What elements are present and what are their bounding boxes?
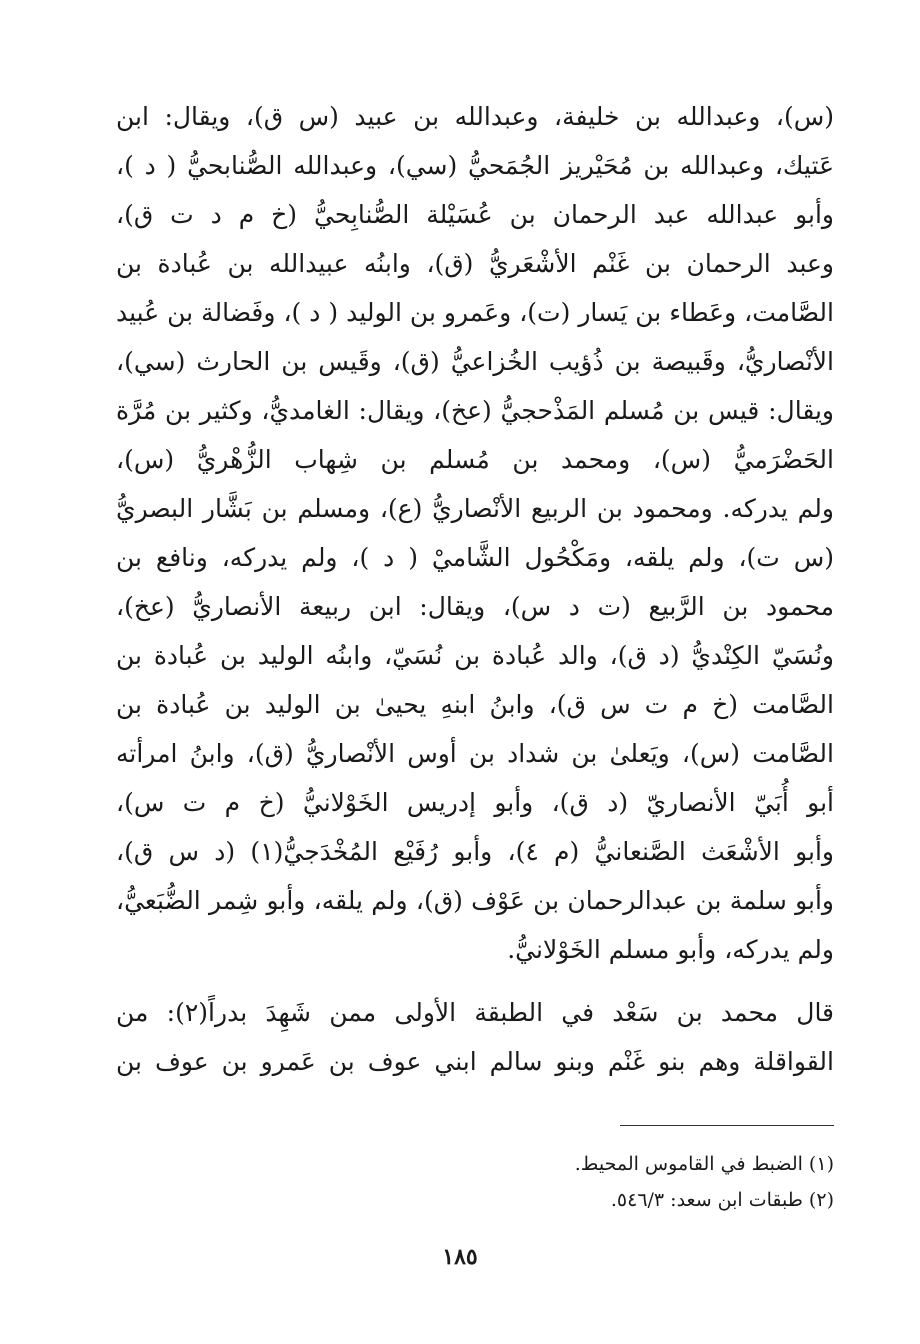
footnotes bbox=[116, 1146, 834, 1218]
text-line: أبو أُبَيّ الأنصاريّ (د ق)، وأبو إدريس الخَوْلانيُّ (خ م ت س)، bbox=[116, 788, 834, 817]
text-line: (س ت)، ولم يلقه، ومَكْحُول الشَّاميْ ( د )، ولم يدركه، ونافع بن bbox=[116, 543, 834, 572]
text-line: قال محمد بن سَعْد في الطبقة الأولى ممن شَهِدَ بدراً(٢): من bbox=[116, 998, 834, 1027]
page-number: ١٨٥ bbox=[442, 1244, 478, 1270]
main-text bbox=[116, 92, 834, 1086]
text-line: ويقال: قيس بن مُسلم المَذْحجيُّ (عخ)، ويقال: الغامديُّ، وكثير بن مُرَّة bbox=[116, 396, 834, 425]
text-line: الصَّامت (س)، ويَعلىٰ بن شداد بن أوس الأنْصاريُّ (ق)، وابنُ امرأته bbox=[116, 739, 834, 768]
footnote-1: (١) الضبط في القاموس المحيط. bbox=[574, 1153, 834, 1175]
text-line: ونُسَيّ الكِنْديُّ (د ق)، والد عُبادة بن نُسَيّ، وابنُه الوليد بن عُبادة بن bbox=[116, 641, 834, 670]
text-line: محمود بن الرَّبيع (ت د س)، ويقال: ابن ربيعة الأنصاريُّ (عخ)، bbox=[116, 592, 834, 621]
text-line: القواقلة وهم بنو غَنْم وبنو سالم ابني عوف بن عَمرو بن عوف بن bbox=[116, 1047, 834, 1076]
paragraph-1 bbox=[116, 92, 834, 974]
text-line: وأبو سلمة بن عبدالرحمان بن عَوْف (ق)، ولم يلقه، وأبو شِمر الضُّبَعيُّ، bbox=[116, 886, 834, 915]
text-line: وعبد الرحمان بن غَنْم الأشْعَريُّ (ق)، وابنُه عبيدالله بن عُبادة بن bbox=[116, 249, 834, 278]
text-line: عَتيك، وعبدالله بن مُحَيْريز الجُمَحيُّ (سي)، وعبدالله الصُّنابحيُّ ( د )، bbox=[116, 151, 834, 180]
text-line: الأنْصاريُّ، وقَبيصة بن ذُؤيب الخُزاعيُّ (ق)، وقَيس بن الحارث (سي)، bbox=[116, 347, 834, 376]
text-line: الصَّامت (خ م ت س ق)، وابنُ ابنهِ يحيىٰ بن الوليد بن عُبادة بن bbox=[116, 690, 834, 719]
text-line: الصَّامت، وعَطاء بن يَسار (ت)، وعَمرو بن الوليد ( د )، وفَضالة بن عُبيد bbox=[116, 298, 834, 327]
footnote-2: (٢) طبقات ابن سعد: ٥٤٦/٣. bbox=[610, 1189, 834, 1211]
footnote-divider bbox=[620, 1125, 834, 1126]
text-line: ولم يدركه، وأبو مسلم الخَوْلانيُّ. bbox=[507, 935, 834, 964]
paragraph-gap bbox=[116, 974, 834, 988]
text-line: وأبو الأشْعَث الصَّنعانيُّ (م ٤)، وأبو رُفَيْع المُخْدَجيُّ(١) (د س ق)، bbox=[116, 837, 834, 866]
text-line: وأبو عبدالله عبد الرحمان بن عُسَيْلة الصُّنابِحيُّ (خ م د ت ق)، bbox=[116, 200, 834, 229]
text-line: ولم يدركه. ومحمود بن الربيع الأنْصاريُّ (ع)، ومسلم بن بَشَّار البصريُّ bbox=[116, 494, 834, 523]
paragraph-2 bbox=[116, 988, 834, 1086]
text-line: (س)، وعبدالله بن خليفة، وعبدالله بن عبيد (س ق)، ويقال: ابن bbox=[116, 102, 834, 131]
text-line: الحَضْرَميُّ (س)، ومحمد بن مُسلم بن شِهاب الزُّهْريُّ (س)، bbox=[116, 445, 834, 474]
